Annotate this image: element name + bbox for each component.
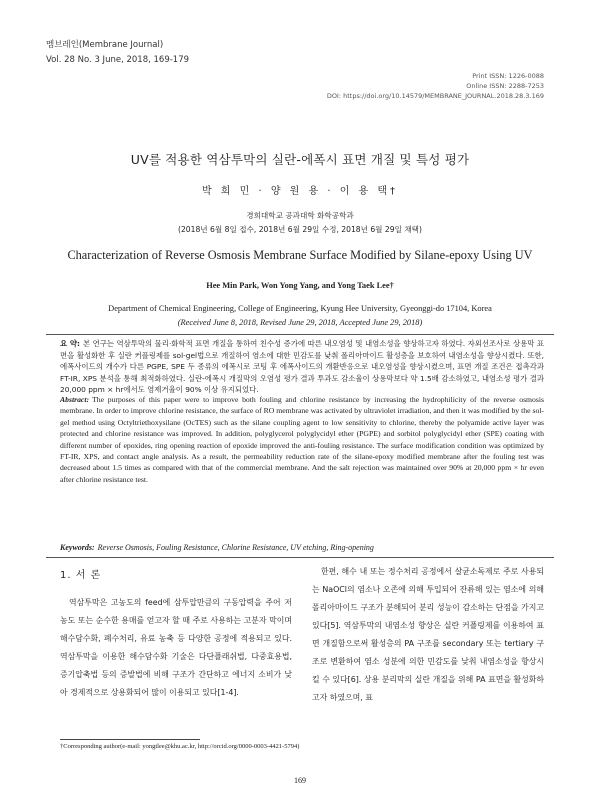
online-issn: Online ISSN: 2288-7253 (466, 82, 544, 90)
english-dates: (Received June 8, 2018, Revised June 29, 2018, Accepted June 29, 2018) (177, 318, 423, 327)
page-number: 169 (294, 776, 306, 785)
english-abstract-label: Abstract: (60, 395, 90, 404)
journal-name: 멤브레인(Membrane Journal) (46, 40, 164, 50)
korean-abstract-text: 본 연구는 역삼투막의 물리·화학적 표면 개질을 통하여 친수성 증가에 따른 내오염성 및 내염소성을 향상하고자 하였다. 자외선조사로 상용막 표면을 활성화한 후 실란 커플링제를 sol-gel법으로 개질하여 염소에 대한 민감도를 낮춰 폴리아마이드 활성층을 보호하여 내염소성을 향상시켰다. 또한, 에폭사이드의 개수가 다른 PGPE, SPE 두 종류의 에폭시로 코팅 후 에폭사이드의 개환반응으로 내오염성을 향상시켰으며, 표면 개질 조건은 접촉각과 FT-IR, XPS 분석을 통해 최적화하였다. 실란-에폭시 개질막의 오염성 평가 결과 투과도 감소율이 상용막보다 약 1.5배 감소하였고, 내염소성 평가 결과 20,000 ppm × hr에서도 염제거율이 90% 이상 유지되었다. (60, 339, 544, 395)
english-authors: Hee Min Park, Won Yong Yang, and Yong Taek Lee† (206, 281, 394, 290)
korean-abstract-label: 요 약: (60, 339, 80, 348)
korean-dates: (2018년 6월 8일 접수, 2018년 6월 29일 수정, 2018년 6월 29일 채택) (178, 225, 422, 234)
footnote-divider (60, 739, 200, 740)
doi[interactable]: DOI: https://doi.org/10.14579/MEMBRANE_JOURNAL.2018.28.3.169 (326, 92, 544, 100)
journal-issue: Vol. 28 No. 3 June, 2018, 169-179 (46, 55, 190, 65)
body-paragraph: 역삼투막은 고농도의 feed에 삼투압만큼의 구동압력을 주어 저농도 또는 순수한 용매를 얻고자 할 때 주로 사용하는 고분자 막이며 해수담수화, 폐수처리, 유료 농축 등 다양한 공정에 적용되고 있다. 역삼투막을 이용한 해수담수화 기술은 다단플래쉬법, 다중효용법, 증기압축법 등의 증발법에 비해 구조가 간단하고 에너지 소비가 낮아 경제적으로 상용화되어 많이 이용되고 있다[1-4]. (60, 598, 292, 697)
english-affiliation: Department of Chemical Engineering, College of Engineering, Kyung Hee University, Gyeonggi-do 17104, Korea (108, 304, 492, 313)
corresponding-author-footnote: †Corresponding author(e-mail: yongtlee@khu.ac.kr, http://orcid.org/0000-0003-4421-5794) (60, 743, 300, 750)
body-column-left (60, 594, 292, 702)
english-title: Characterization of Reverse Osmosis Membrane Surface Modified by Silane-epoxy Using UV (67, 248, 533, 262)
english-abstract (60, 394, 544, 485)
journal-identifiers (327, 71, 544, 101)
keywords-label: Keywords: (60, 543, 95, 552)
abstract-bottom-divider (46, 557, 554, 558)
korean-affiliation: 경희대학교 공과대학 화학공학과 (246, 211, 354, 220)
english-abstract-text: The purposes of this paper were to improve both fouling and chlorine resistance by increasing the hydrophilicity of the reverse osmosis membrane. In order to improve chlorine resistance, the surface of RO membrane was activated by ultraviolet irradiation, and then it was modified by the sol-gel method using Octyltriethoxysilane (OcTES) such as the silane coupling agent to low sensitivity to chlorine, thereby the polyamide active layer was protected and chlorine resistance was improved. In addition, polyglycerol polyglycidyl ether (PGPE) and sorbitol polyglycidyl ether (SPE) coating with different number of epoxides, ring opening reaction of epoxide improved the anti-fouling resistance. The surface modification condition was optimized by FT-IR, XPS, and contact angle analysis. As a result, the permeability reduction rate of the silane-epoxy modified membrane after the fouling test was decreased about 1.5 times as compared with that of the commercial membrane. And the salt rejection was maintained over 90% at 20,000 ppm × hr even after chlorine resistance test. (60, 395, 544, 484)
keywords (60, 543, 544, 552)
abstract-top-divider (46, 334, 554, 335)
body-paragraph: 한편, 해수 내 또는 정수처리 공정에서 살균소독제로 주로 사용되는 NaOCl의 염소나 오존에 의해 투입되어 잔류해 있는 염소에 의해 폴리아마이드 구조가 분해되어 분리 성능이 감소하는 단점을 가지고 있다[5]. 역삼투막의 내염소성 향상은 실란 커플링제를 이용하여 표면 개질함으로써 활성층의 PA 구조를 secondary 또는 tertiary 구조로 변환하여 염소 성분에 의한 민감도를 낮춰 내염소성을 향상시킬 수 있다[6]. 상용 분리막의 실란 개질을 위해 PA 표면을 활성화하고자 하였으며, 표 (312, 567, 544, 702)
print-issn: Print ISSN: 1226-0088 (472, 72, 544, 80)
keywords-text: Reverse Osmosis, Fouling Resistance, Chlorine Resistance, UV etching, Ring-opening (97, 543, 374, 552)
journal-header (46, 38, 189, 68)
section-heading-introduction: 1. 서 론 (60, 570, 102, 581)
korean-title: UV를 적용한 역삼투막의 실란-에폭시 표면 개질 및 특성 평가 (130, 152, 470, 167)
body-column-right (312, 563, 544, 707)
korean-authors: 박 희 민 · 양 원 용 · 이 용 택† (201, 186, 399, 197)
korean-abstract (60, 338, 544, 396)
